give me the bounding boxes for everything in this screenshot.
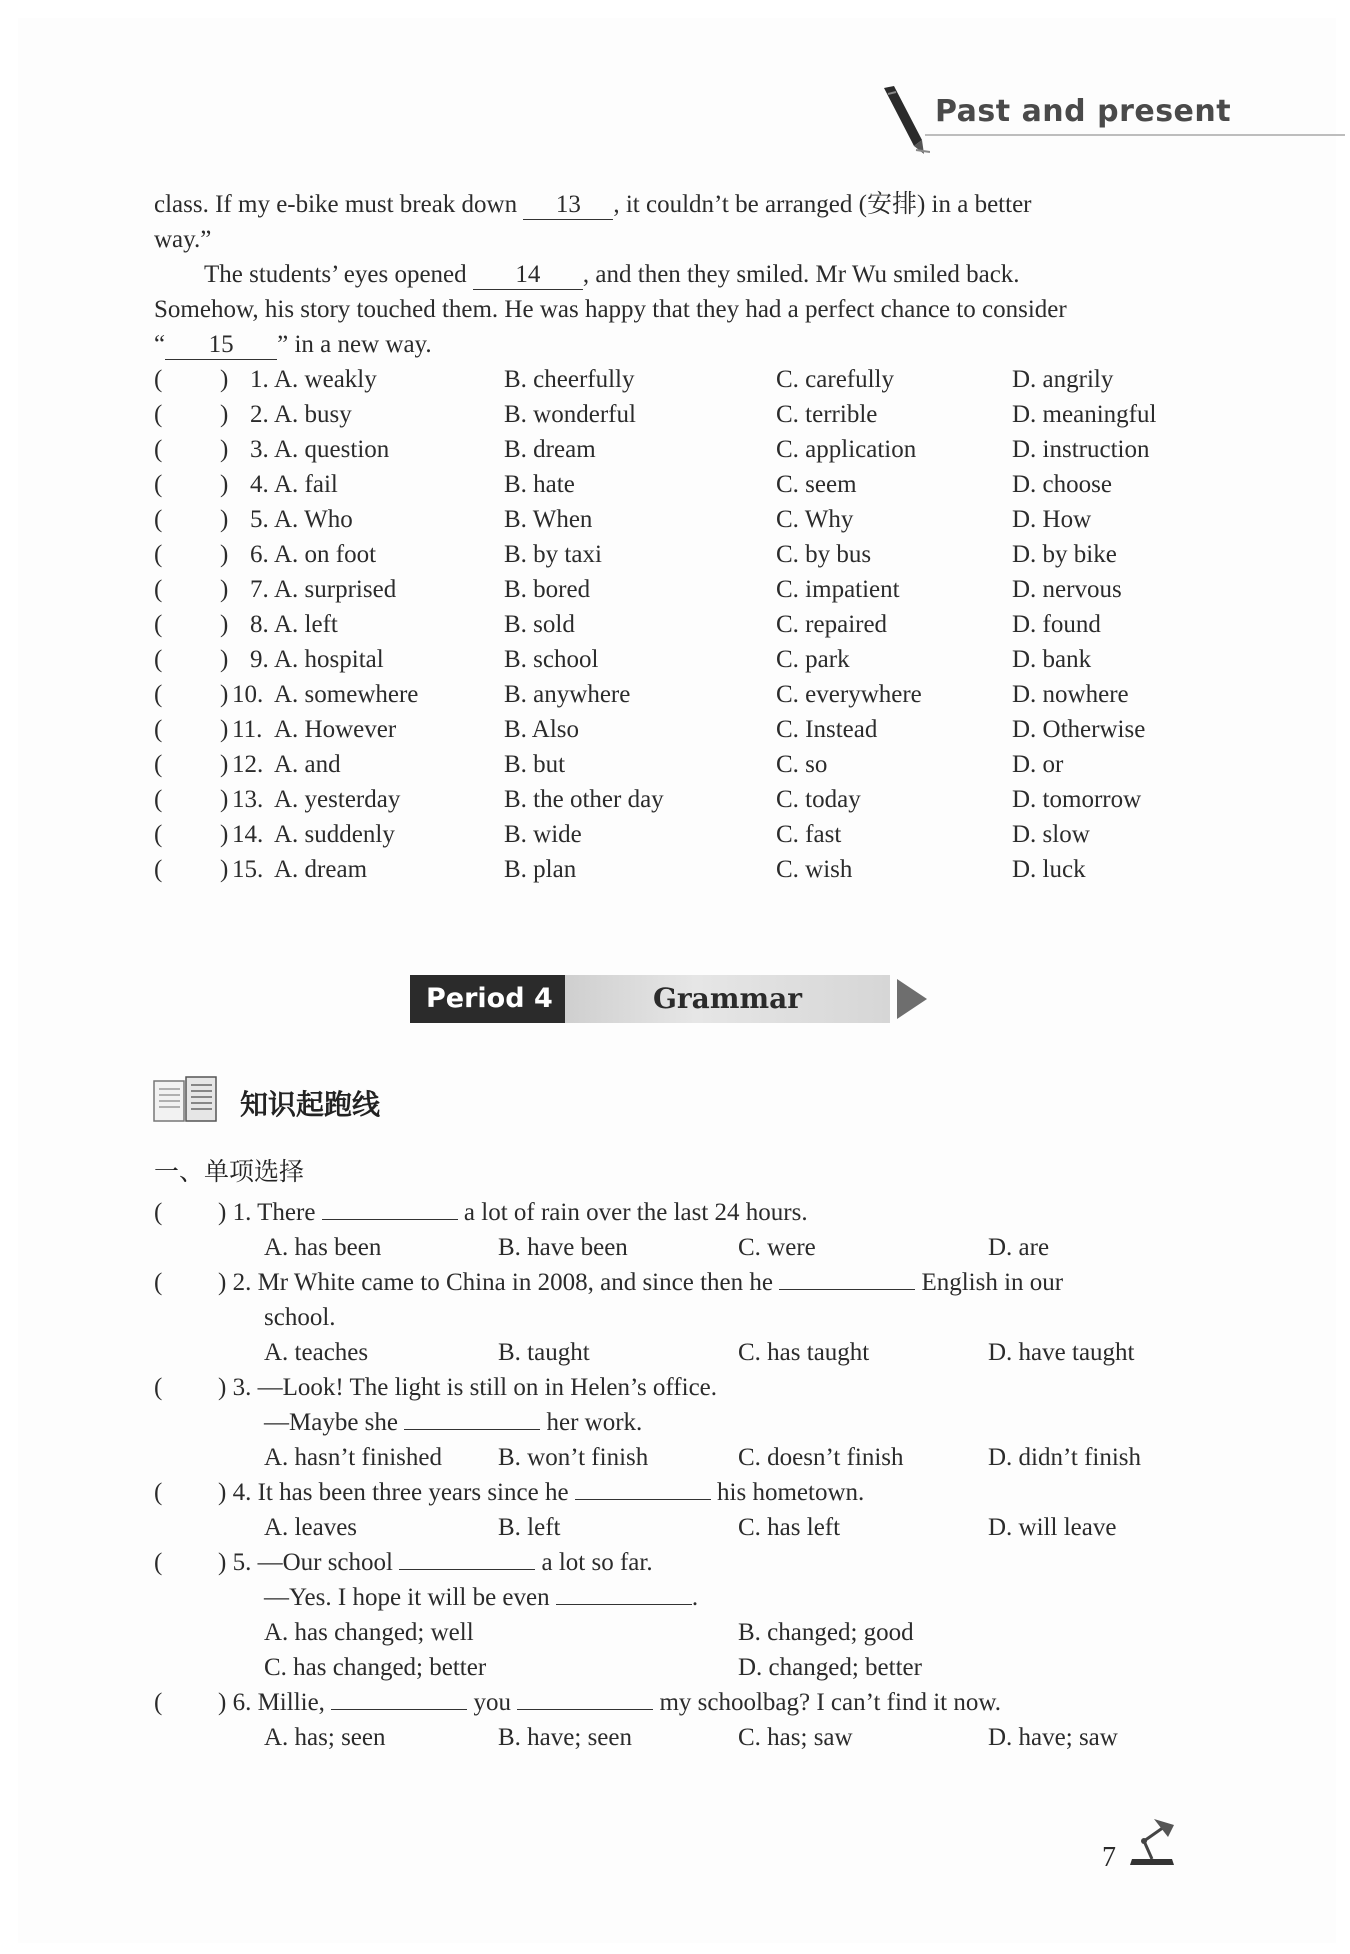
cloze-option-b: B. dream [504,436,596,463]
cloze-option-a: A. on foot [274,541,377,568]
cloze-row [154,712,1204,747]
q1-blank [322,1219,458,1220]
cloze-paren-close: ) [220,681,229,708]
q4-blank [575,1499,711,1500]
cloze-option-c: C. park [776,646,850,673]
cloze-option-a: A. and [274,751,341,778]
blank-15: 15 [165,331,277,360]
blank-14: 14 [473,261,583,290]
cloze-paren-close: ) [220,716,229,743]
q6-option-b: B. have; seen [498,1724,632,1751]
cloze-option-b: B. bored [504,576,591,603]
cloze-number: 7. [250,576,269,603]
q3-stem-cont: —Maybe she her work. [264,1409,643,1436]
cloze-number: 3. [250,436,269,463]
cloze-option-a: A. weakly [274,366,377,393]
cloze-paren-close: ) [220,366,229,393]
q1-option-b: B. have been [498,1234,628,1261]
cloze-paren: ( [154,436,163,463]
q2-stem: ) 2. Mr White came to China in 2008, and since then he English in our [218,1269,1064,1296]
cloze-number: 13. [232,786,264,813]
q5-blank-1 [399,1569,535,1570]
q2-paren: ( [154,1269,163,1296]
cloze-paren-close: ) [220,856,229,883]
cloze-option-c: C. repaired [776,611,888,638]
q4-option-a: A. leaves [264,1514,358,1541]
q5-stem: ) 5. —Our school a lot so far. [218,1549,653,1576]
cloze-row [154,362,1204,397]
cloze-row [154,747,1204,782]
cloze-option-c: C. impatient [776,576,900,603]
q4-option-b: B. left [498,1514,561,1541]
cloze-number: 8. [250,611,269,638]
cloze-row [154,432,1204,467]
cloze-option-d: D. bank [1012,646,1092,673]
cloze-option-c: C. seem [776,471,857,498]
cloze-number: 4. [250,471,269,498]
cloze-option-d: D. luck [1012,856,1086,883]
cloze-number: 10. [232,681,264,708]
cloze-option-d: D. meaningful [1012,401,1157,428]
cloze-option-d: D. tomorrow [1012,786,1142,813]
cloze-number: 5. [250,506,269,533]
cloze-option-b: B. Also [504,716,580,743]
cloze-option-b: B. anywhere [504,681,631,708]
q1-stem: ) 1. There a lot of rain over the last 24 hours. [218,1199,808,1226]
cloze-paren-close: ) [220,401,229,428]
cloze-paren: ( [154,856,163,883]
cloze-paren: ( [154,471,163,498]
q3-paren: ( [154,1374,163,1401]
cloze-option-b: B. school [504,646,599,673]
q3-stem: ) 3. —Look! The light is still on in Helen’s office. [218,1374,718,1401]
cloze-option-b: B. but [504,751,566,778]
arrow-icon [897,979,927,1019]
cloze-row [154,782,1204,817]
cloze-number: 15. [232,856,264,883]
cloze-option-c: C. fast [776,821,842,848]
section-subtitle: 一、单项选择 [154,1157,305,1186]
cloze-option-a: A. suddenly [274,821,395,848]
cloze-option-d: D. angrily [1012,366,1114,393]
q3-option-b: B. won’t finish [498,1444,649,1471]
q5-option-a: A. has changed; well [264,1619,474,1646]
cloze-option-c: C. carefully [776,366,895,393]
desk-lamp-icon [1124,1815,1180,1871]
cloze-option-c: C. terrible [776,401,878,428]
cloze-paren: ( [154,751,163,778]
q3-option-d: D. didn’t finish [988,1444,1142,1471]
cloze-option-d: D. How [1012,506,1092,533]
header-divider [925,134,1345,136]
cloze-paren: ( [154,541,163,568]
cloze-paren: ( [154,611,163,638]
cloze-option-d: D. Otherwise [1012,716,1146,743]
cloze-option-d: D. instruction [1012,436,1150,463]
cloze-option-c: C. application [776,436,917,463]
q6-paren: ( [154,1689,163,1716]
cloze-option-a: A. fail [274,471,338,498]
q2-option-d: D. have taught [988,1339,1135,1366]
cloze-number: 11. [232,716,263,743]
q2-option-b: B. taught [498,1339,590,1366]
cloze-paren: ( [154,646,163,673]
cloze-number: 6. [250,541,269,568]
q6-blank-1 [331,1709,467,1710]
cloze-paren-close: ) [220,576,229,603]
cloze-row [154,572,1204,607]
header-title: Past and present [935,94,1232,129]
cloze-option-a: A. left [274,611,338,638]
cloze-paren-close: ) [220,646,229,673]
cloze-paren-close: ) [220,506,229,533]
cloze-row [154,397,1204,432]
cloze-paren: ( [154,786,163,813]
cloze-option-a: A. busy [274,401,352,428]
cloze-option-b: B. by taxi [504,541,602,568]
cloze-paren-close: ) [220,821,229,848]
cloze-option-b: B. hate [504,471,575,498]
cloze-number: 12. [232,751,264,778]
cloze-option-c: C. Why [776,506,854,533]
cloze-paren: ( [154,576,163,603]
q2-option-c: C. has taught [738,1339,870,1366]
cloze-option-b: B. the other day [504,786,664,813]
cloze-option-c: C. wish [776,856,853,883]
cloze-option-d: D. or [1012,751,1064,778]
cloze-option-d: D. choose [1012,471,1112,498]
cloze-row [154,537,1204,572]
section-title: 知识起跑线 [240,1088,381,1121]
page-number: 7 [1102,1842,1116,1873]
q4-option-d: D. will leave [988,1514,1117,1541]
cloze-paren-close: ) [220,471,229,498]
q3-option-c: C. doesn’t finish [738,1444,904,1471]
cloze-option-b: B. cheerfully [504,366,635,393]
cloze-option-b: B. When [504,506,593,533]
cloze-option-d: D. nervous [1012,576,1122,603]
blank-13: 13 [523,191,613,220]
cloze-option-a: A. dream [274,856,368,883]
cloze-option-c: C. everywhere [776,681,922,708]
cloze-option-d: D. slow [1012,821,1090,848]
cloze-number: 14. [232,821,264,848]
cloze-option-c: C. Instead [776,716,878,743]
cloze-option-d: D. found [1012,611,1101,638]
cloze-paren: ( [154,716,163,743]
cloze-option-c: C. so [776,751,828,778]
cloze-option-a: A. Who [274,506,353,533]
period-label: Period 4 [410,975,565,1023]
q5-blank-2 [556,1604,692,1605]
q6-option-d: D. have; saw [988,1724,1118,1751]
cloze-option-b: B. plan [504,856,577,883]
q3-blank [404,1429,540,1430]
cloze-option-d: D. by bike [1012,541,1117,568]
cloze-option-c: C. by bus [776,541,872,568]
passage-line-4: Somehow, his story touched them. He was happy that they had a perfect chance to consider [154,296,1067,323]
passage-line-5: “ 15 ” in a new way. [154,331,432,358]
q1-option-a: A. has been [264,1234,382,1261]
cloze-paren: ( [154,506,163,533]
cloze-paren-close: ) [220,611,229,638]
q5-option-d: D. changed; better [738,1654,922,1681]
cloze-row [154,642,1204,677]
q2-blank [779,1289,915,1290]
cloze-option-a: A. surprised [274,576,397,603]
cloze-option-a: A. hospital [274,646,384,673]
cloze-option-a: A. somewhere [274,681,419,708]
q6-option-c: C. has; saw [738,1724,853,1751]
q4-stem: ) 4. It has been three years since he his hometown. [218,1479,865,1506]
passage-line-3: The students’ eyes opened 14 , and then they smiled. Mr Wu smiled back. [204,261,1020,288]
cloze-row [154,467,1204,502]
cloze-paren: ( [154,366,163,393]
q2-option-a: A. teaches [264,1339,369,1366]
cloze-option-d: D. nowhere [1012,681,1129,708]
passage-line-1: class. If my e-bike must break down 13 , it couldn’t be arranged (安排) in a better [154,191,1032,218]
cloze-option-a: A. yesterday [274,786,401,813]
cloze-row [154,817,1204,852]
cloze-option-b: B. sold [504,611,575,638]
cloze-row [154,677,1204,712]
q5-paren: ( [154,1549,163,1576]
pen-icon [878,84,930,156]
cloze-paren: ( [154,681,163,708]
cloze-option-a: A. However [274,716,397,743]
cloze-paren-close: ) [220,786,229,813]
cloze-row [154,502,1204,537]
q5-option-b: B. changed; good [738,1619,914,1646]
q1-option-c: C. were [738,1234,816,1261]
q5-option-c: C. has changed; better [264,1654,487,1681]
q6-option-a: A. has; seen [264,1724,386,1751]
banner-topic: Grammar [653,982,802,1015]
cloze-paren-close: ) [220,751,229,778]
cloze-row [154,852,1204,887]
cloze-number: 1. [250,366,269,393]
cloze-paren: ( [154,821,163,848]
book-icon [152,1075,222,1125]
cloze-paren: ( [154,401,163,428]
q5-stem-cont: —Yes. I hope it will be even . [264,1584,699,1611]
q3-option-a: A. hasn’t finished [264,1444,442,1471]
q1-option-d: D. are [988,1234,1050,1261]
passage-line-2: way.” [154,226,212,253]
cloze-number: 2. [250,401,269,428]
q1-paren: ( [154,1199,163,1226]
cloze-number: 9. [250,646,269,673]
cloze-option-b: B. wide [504,821,582,848]
cloze-paren-close: ) [220,436,229,463]
q4-paren: ( [154,1479,163,1506]
cloze-paren-close: ) [220,541,229,568]
cloze-option-b: B. wonderful [504,401,636,428]
q4-option-c: C. has left [738,1514,841,1541]
q6-blank-2 [517,1709,653,1710]
q2-stem-cont: school. [264,1304,336,1331]
q6-stem: ) 6. Millie, you my schoolbag? I can’t find it now. [218,1689,1002,1716]
cloze-row [154,607,1204,642]
cloze-option-a: A. question [274,436,390,463]
cloze-option-c: C. today [776,786,861,813]
